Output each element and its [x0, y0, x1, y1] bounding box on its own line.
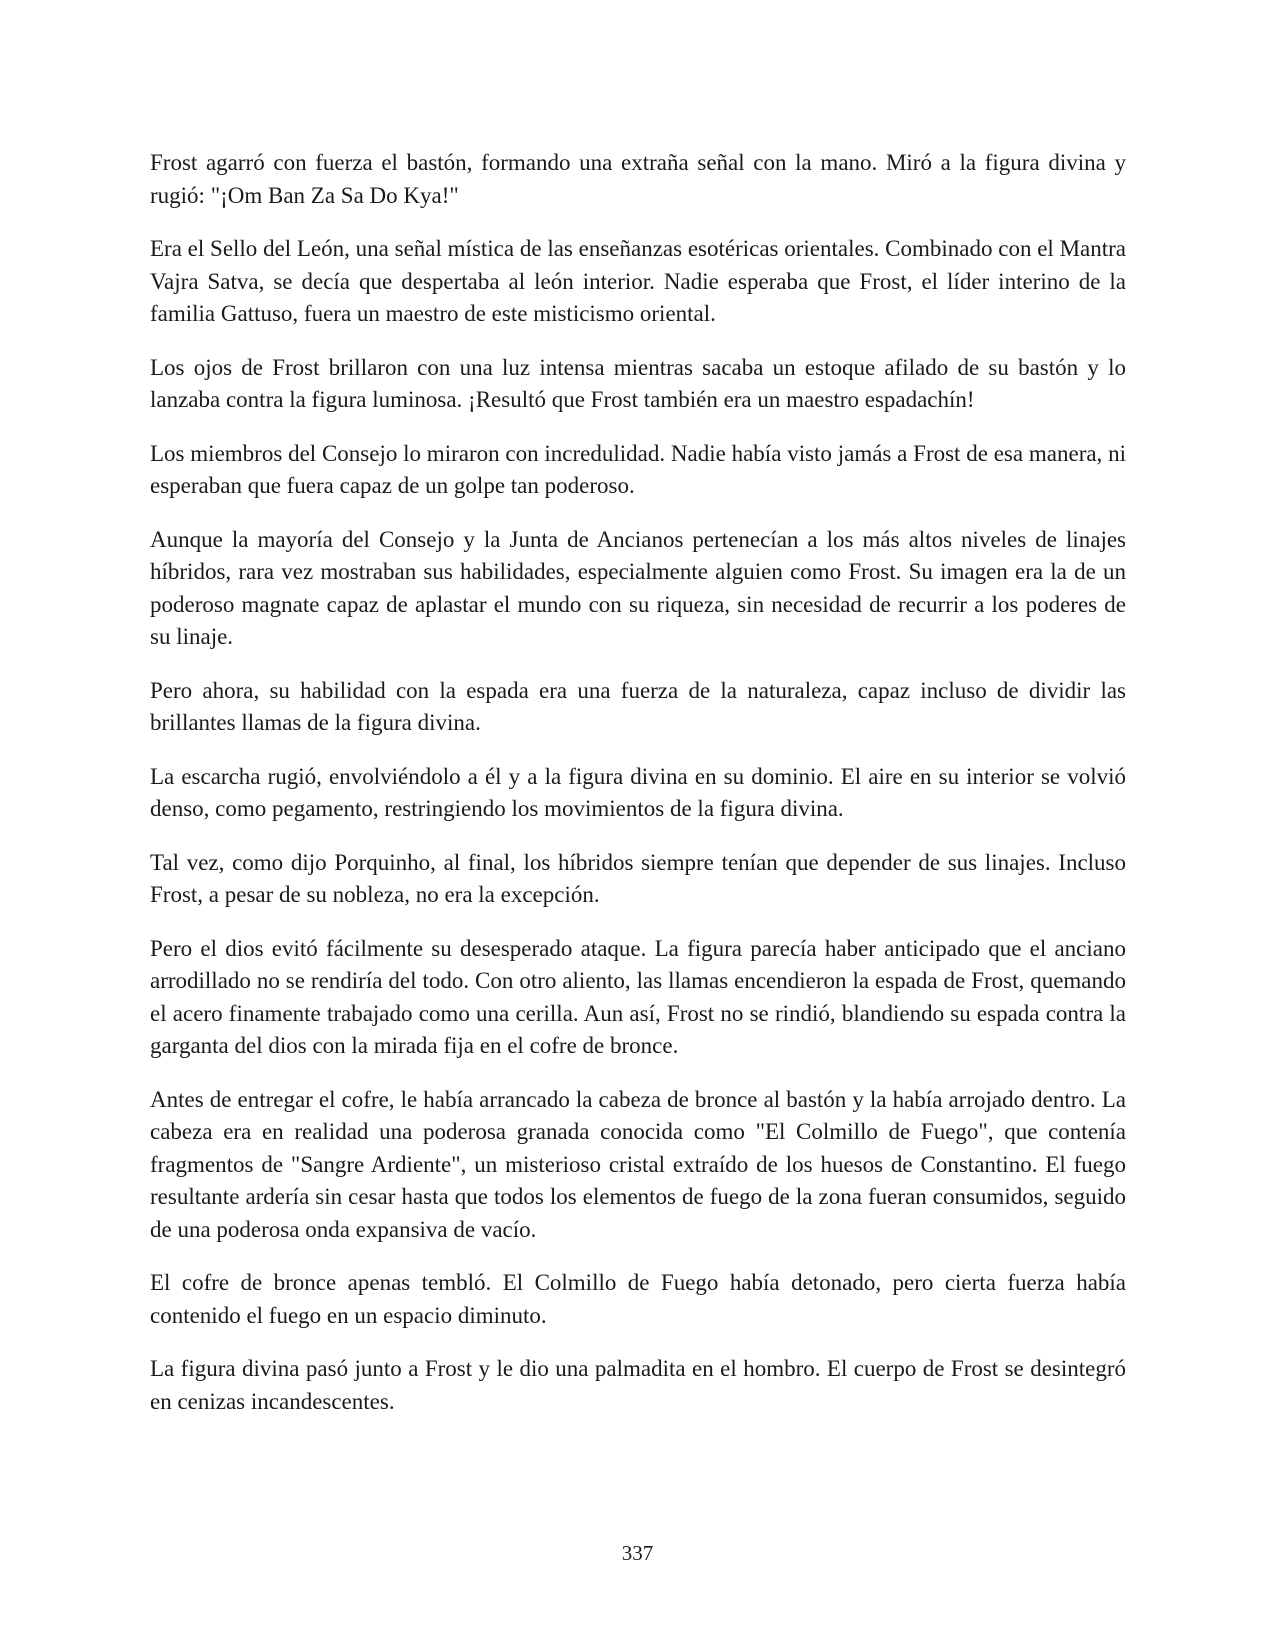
- paragraph: Pero el dios evitó fácilmente su desesperado ataque. La figura parecía haber anticipado que el anciano arrodillado no se rendiría del todo. Con otro aliento, las llamas encendieron la espada de Frost, quemando el acero finamente trabajado como una cerilla. Aun así, Frost no se rindió, blandiendo su espada contra la garganta del dios con la mirada fija en el cofre de bronce.: [150, 935, 1126, 1058]
- paragraph: Los ojos de Frost brillaron con una luz intensa mientras sacaba un estoque afilado de su bastón y lo lanzaba contra la figura luminosa. ¡Resultó que Frost también era un maestro espadachín!: [150, 354, 1126, 412]
- paragraph: Pero ahora, su habilidad con la espada era una fuerza de la naturaleza, capaz incluso de dividir las brillantes llamas de la figura divina.: [150, 677, 1126, 735]
- paragraph: Antes de entregar el cofre, le había arrancado la cabeza de bronce al bastón y la había arrojado dentro. La cabeza era en realidad una poderosa granada conocida como "El Colmillo de Fuego", que contenía fragmentos de "Sangre Ardiente", un misterioso cristal extraído de los huesos de Constantino. El fuego resultante ardería sin cesar hasta que todos los elementos de fuego de la zona fueran consumidos, seguido de una poderosa onda expansiva de vacío.: [150, 1086, 1126, 1242]
- page-number: 337: [621, 1541, 654, 1565]
- paragraph: Aunque la mayoría del Consejo y la Junta de Ancianos pertenecían a los más altos niveles de linajes híbridos, rara vez mostraban sus habilidades, especialmente alguien como Frost. Su imagen era la de un poderoso magnate capaz de aplastar el mundo con su riqueza, sin necesidad de recurrir a los poderes de su linaje.: [150, 526, 1126, 649]
- paragraph: La figura divina pasó junto a Frost y le dio una palmadita en el hombro. El cuerpo de Frost se desintegró en cenizas incandescentes.: [150, 1356, 1126, 1414]
- paragraph: La escarcha rugió, envolviéndolo a él y a la figura divina en su dominio. El aire en su interior se volvió denso, como pegamento, restringiendo los movimientos de la figura divina.: [150, 763, 1126, 821]
- paragraph: El cofre de bronce apenas tembló. El Colmillo de Fuego había detonado, pero cierta fuerza había contenido el fuego en un espacio diminuto.: [150, 1270, 1126, 1328]
- paragraph: Era el Sello del León, una señal mística de las enseñanzas esotéricas orientales. Combinado con el Mantra Vajra Satva, se decía que despertaba al león interior. Nadie esperaba que Frost, el líder interino de la familia Gattuso, fuera un maestro de este misticismo oriental.: [150, 236, 1126, 326]
- paragraph: Los miembros del Consejo lo miraron con incredulidad. Nadie había visto jamás a Frost de esa manera, ni esperaban que fuera capaz de un golpe tan poderoso.: [150, 440, 1126, 498]
- body-text: [150, 147, 1126, 1439]
- paragraph: Tal vez, como dijo Porquinho, al final, los híbridos siempre tenían que depender de sus linajes. Incluso Frost, a pesar de su nobleza, no era la excepción.: [150, 849, 1126, 907]
- paragraph: Frost agarró con fuerza el bastón, formando una extraña señal con la mano. Miró a la figura divina y rugió: "¡Om Ban Za Sa Do Kya!": [150, 150, 1126, 208]
